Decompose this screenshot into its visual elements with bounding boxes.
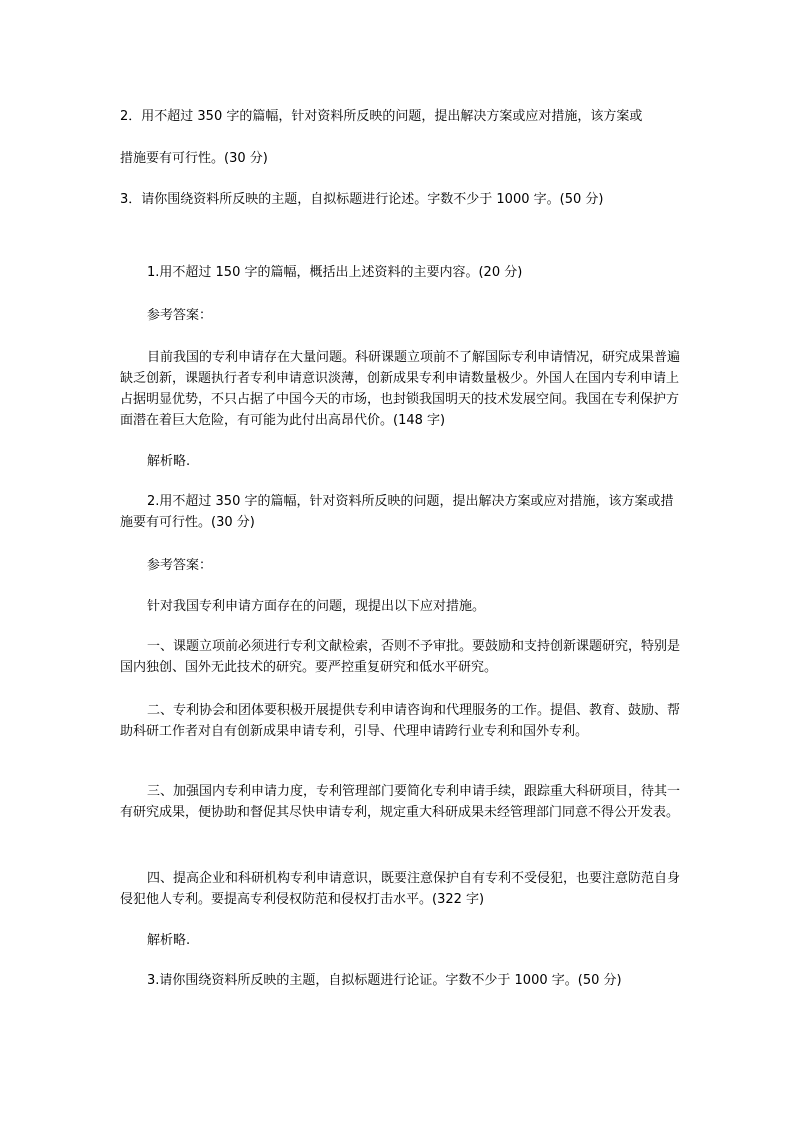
section2-analysis: 解析略. — [147, 933, 191, 948]
section2-point-2: 二、专利协会和团体要积极开展提供专利申请咨询和代理服务的工作。提倡、教育、鼓励、帮助科研工作者对自有创新成果申请专利，引导、代理申请跨行业专利和国外专利。 — [120, 703, 681, 739]
section2-intro: 针对我国专利申请方面存在的问题，现提出以下应对措施。 — [147, 599, 486, 614]
section1-question: 1.用不超过 150 字的篇幅，概括出上述资料的主要内容。(20 分) — [147, 265, 523, 280]
section1-answer: 目前我国的专利申请存在大量问题。科研课题立项前不了解国际专利申请情况，研究成果普遍缺乏创新，课题执行者专利申请意识淡薄，创新成果专利申请数量极少。外国人在国内专利申请上占据明显优势，不只占据了中国今天的市场，也封锁我国明天的技术发展空间。我国在专利保护方面潜在着巨大危险，有可能为此付出高昂代价。(148 字) — [120, 350, 681, 428]
section2-point-3: 三、加强国内专利申请力度，专利管理部门要简化专利申请手续，跟踪重大科研项目，待其一有研究成果，便协助和督促其尽快申请专利，规定重大科研成果未经管理部门同意不得公开发表。 — [120, 784, 681, 820]
section2-point-4: 四、提高企业和科研机构专利申请意识，既要注意保护自有专利不受侵犯，也要注意防范自身侵犯他人专利。要提高专利侵权防范和侵权打击水平。(322 字) — [120, 871, 681, 907]
question-2-line-1: 2．用不超过 350 字的篇幅，针对资料所反映的问题，提出解决方案或应对措施，该方案或 — [120, 109, 643, 124]
section2-question: 2.用不超过 350 字的篇幅，针对资料所反映的问题，提出解决方案或应对措施，该方案或措施要有可行性。(30 分) — [120, 494, 674, 530]
question-3: 3．请你围绕资料所反映的主题，自拟标题进行论述。字数不少于 1000 字。(50 分) — [120, 192, 604, 207]
section2-answer-label: 参考答案： — [147, 558, 213, 573]
section3-question: 3.请你围绕资料所反映的主题，自拟标题进行论证。字数不少于 1000 字。(50 分) — [147, 973, 622, 988]
section1-analysis: 解析略. — [147, 454, 191, 469]
section1-answer-label: 参考答案： — [147, 308, 213, 323]
question-2-line-2: 措施要有可行性。(30 分) — [120, 151, 268, 166]
section2-point-1: 一、课题立项前必须进行专利文献检索，否则不予审批。要鼓励和支持创新课题研究，特别是国内独创、国外无此技术的研究。要严控重复研究和低水平研究。 — [120, 639, 681, 675]
